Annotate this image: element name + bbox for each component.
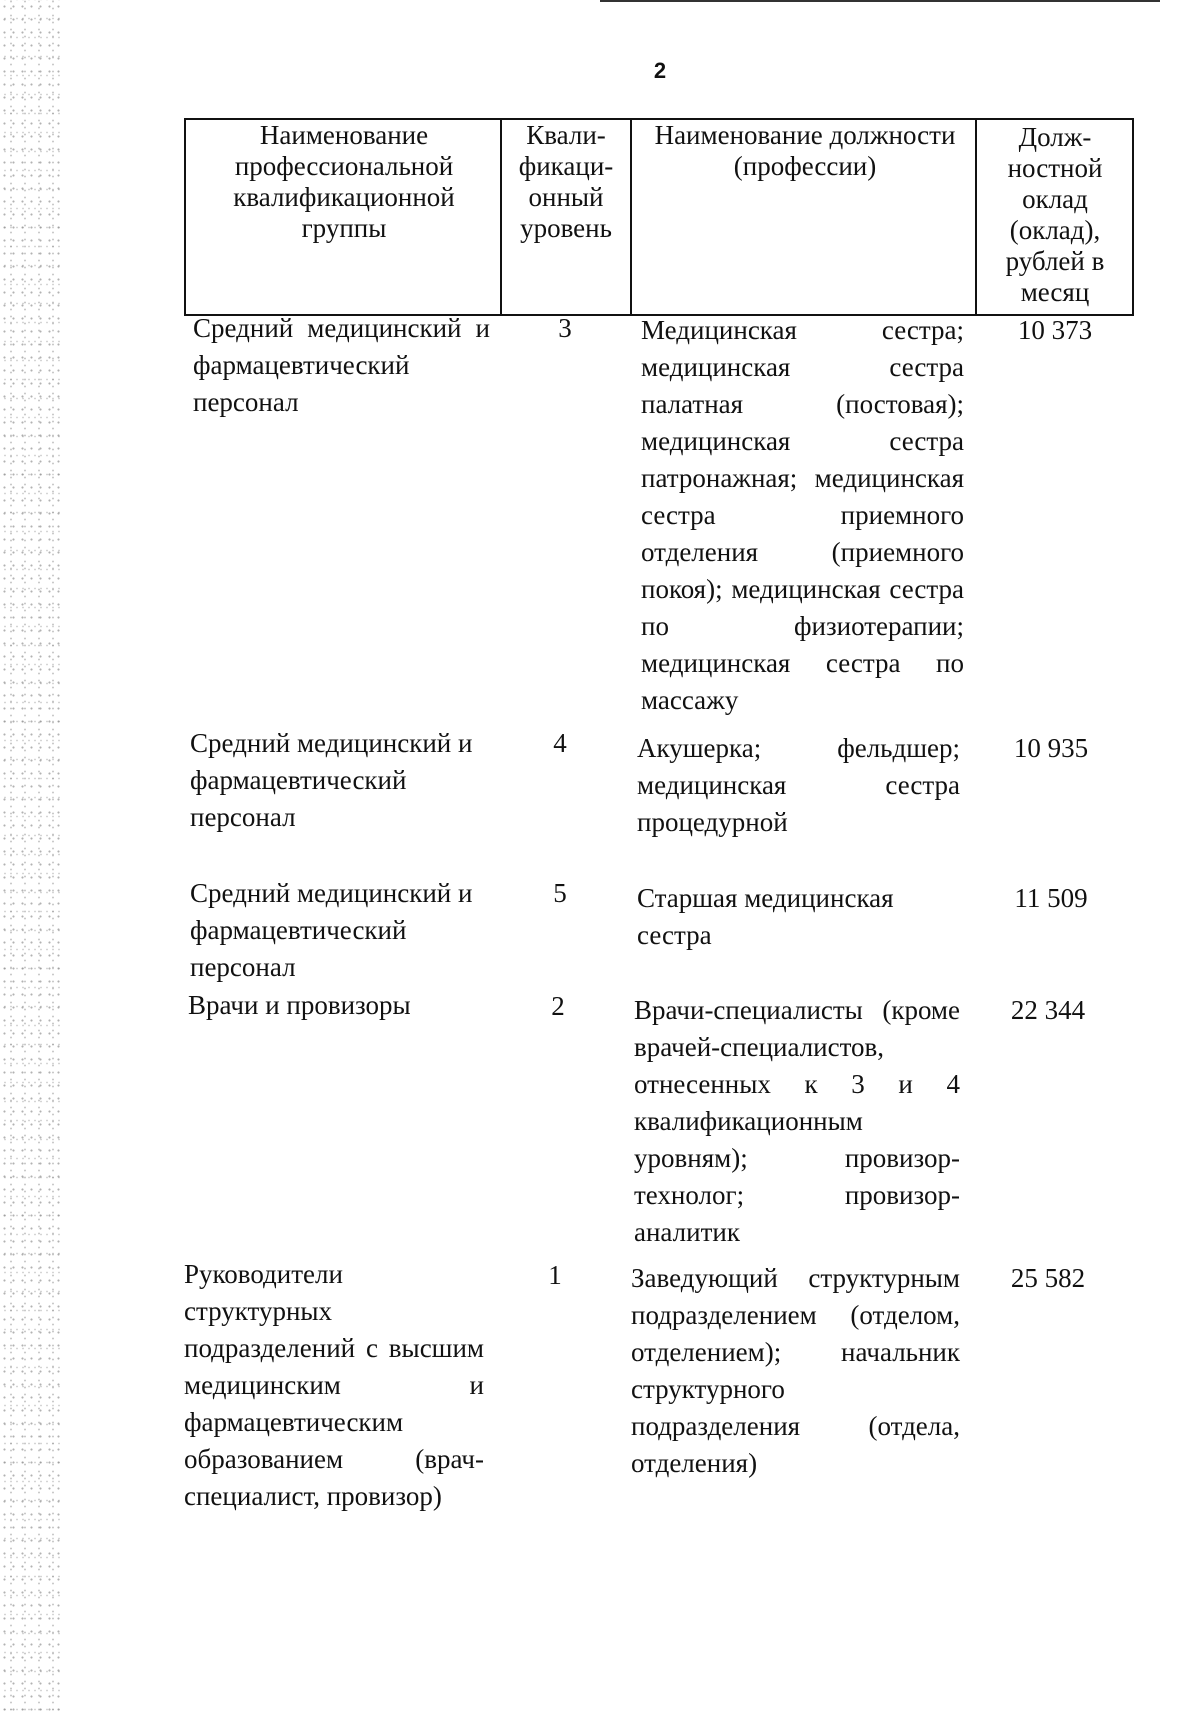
row-group: Руководители структурных подразделений с высшим медицинским и фармацевтическим образованием (врач-специалист, провизор)	[184, 1259, 484, 1511]
header-salary: Долж-ностной оклад (оклад), рублей в месяц	[1005, 122, 1105, 307]
column-divider	[630, 118, 632, 316]
row-level: 5	[553, 878, 567, 908]
row-salary: 25 582	[1010, 1263, 1086, 1293]
row-salary: 10 373	[1017, 315, 1093, 345]
row-group: Средний медицинский и фармацевтический персонал	[190, 878, 473, 982]
row-salary: 11 509	[1014, 883, 1088, 913]
column-divider	[975, 118, 977, 316]
row-positions: Акушерка; фельдшер; медицинская сестра процедурной	[637, 733, 960, 837]
header-position: Наименование должности (профессии)	[654, 120, 956, 181]
row-positions: Старшая медицинская сестра	[637, 883, 894, 950]
row-group: Средний медицинский и фармацевтический персонал	[190, 728, 473, 832]
row-positions: Врачи-специалисты (кроме врачей-специалистов, отнесенных к 3 и 4 квалификационным уровням); провизор-технолог; провизор-аналитик	[634, 995, 960, 1247]
header-group: Наименование профессиональной квалификационной группы	[233, 120, 455, 243]
row-level: 1	[548, 1260, 562, 1290]
row-positions: Заведующий структурным подразделением (отделом, отделением); начальник структурного подразделения (отдела, отделения)	[631, 1263, 960, 1478]
row-positions: Медицинская сестра; медицинская сестра палатная (постовая); медицинская сестра патронажная; медицинская сестра приемного отделения (приемного покоя); медицинская сестра по физиотерапии; медицинская сестра по массажу	[641, 315, 964, 715]
top-edge-rule	[600, 0, 1160, 2]
row-group: Врачи и провизоры	[188, 990, 411, 1020]
row-level: 2	[551, 991, 565, 1021]
header-level: Квали-фикаци-онный уровень	[518, 120, 614, 243]
row-group: Средний медицинский и фармацевтический персонал	[193, 313, 490, 417]
row-level: 4	[553, 728, 567, 758]
row-salary: 10 935	[1013, 733, 1089, 763]
column-divider	[500, 118, 502, 316]
row-level: 3	[558, 313, 572, 343]
scan-edge-noise	[0, 0, 62, 1711]
page-number: 2	[653, 58, 667, 83]
row-salary: 22 344	[1010, 995, 1086, 1025]
